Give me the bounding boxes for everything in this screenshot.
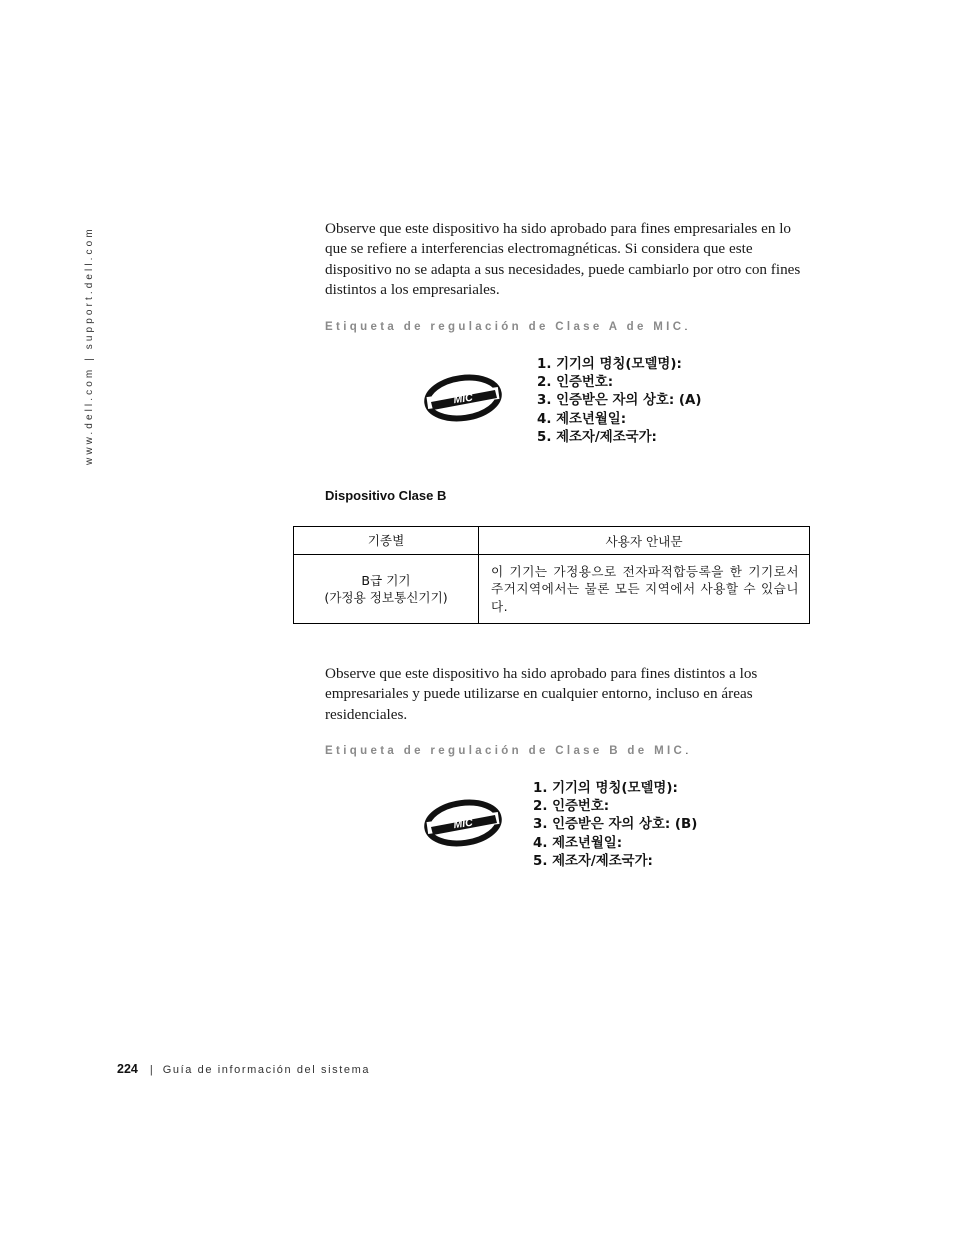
device-class-b-heading: Dispositivo Clase B <box>325 488 447 503</box>
page-footer <box>117 1062 370 1076</box>
label-b-item: 2. 인증번호: <box>533 799 610 815</box>
label-b-item: 1. 기기의 명칭(모델명): <box>533 781 678 796</box>
heading-class-b <box>325 745 688 757</box>
page-number: 224 <box>117 1062 138 1076</box>
label-a-item: 4. 제조년월일: <box>537 411 627 427</box>
label-b-item: 3. 인증받은 자의 상호: (B) <box>533 817 698 833</box>
mic-logo-class-b-text: MIC <box>452 816 474 832</box>
footer-separator: | <box>149 1064 153 1076</box>
sidebar-url: www.dell.com | support.dell.com <box>84 226 95 465</box>
heading-class-a-suffix: . <box>684 321 688 333</box>
table-cell-type <box>294 555 479 624</box>
label-a-item: 2. 인증번호: <box>537 375 614 391</box>
heading-class-a-text: Etiqueta de regulación de Clase A de MIC <box>325 321 685 333</box>
mic-logo-class-a <box>423 372 503 424</box>
label-a-item: 1. 기기의 명칭(모델명): <box>537 357 682 372</box>
mic-logo-class-b <box>423 797 503 849</box>
type-line-2: (가정용 정보통신기기) <box>324 590 448 605</box>
class-b-table <box>293 526 810 624</box>
table-header-type: 기종별 <box>294 527 479 555</box>
table-header-row <box>294 527 810 555</box>
table-header-notice: 사용자 안내문 <box>479 527 810 555</box>
footer-title: Guía de información del sistema <box>162 1064 371 1076</box>
type-line-1: B급 기기 <box>361 573 411 588</box>
heading-class-a <box>325 321 688 333</box>
paragraph-class-a: Observe que este dispositivo ha sido aprobado para fines empresariales en lo que se refiere a interferencias electromagnéticas. Si considera que este dispositivo no se adapta a sus necesidades, puede cambiarlo por otro con fines distintos a los empresariales. <box>325 220 801 299</box>
table-row <box>294 555 810 624</box>
label-b-item: 4. 제조년월일: <box>533 835 623 851</box>
heading-class-b-text: Etiqueta de regulación de Clase B de MIC <box>325 745 686 757</box>
label-list-class-b <box>533 780 697 871</box>
heading-class-b-suffix: . <box>685 745 689 757</box>
paragraph-class-b: Observe que este dispositivo ha sido aprobado para fines distintos a los empresariales y puede utilizarse en cualquier entorno, incluso en áreas residenciales. <box>325 665 758 723</box>
label-b-item: 5. 제조자/제조국가: <box>533 853 653 869</box>
label-a-item: 3. 인증받은 자의 상호: (A) <box>537 393 702 409</box>
label-a-item: 5. 제조자/제조국가: <box>537 429 657 445</box>
mic-logo-class-a-text: MIC <box>452 391 474 407</box>
table-cell-notice: 이 기기는 가정용으로 전자파적합등록을 한 기기로서 주거지역에서는 물론 모든 지역에서 사용할 수 있습니다. <box>479 555 810 624</box>
label-list-class-a <box>537 356 702 447</box>
